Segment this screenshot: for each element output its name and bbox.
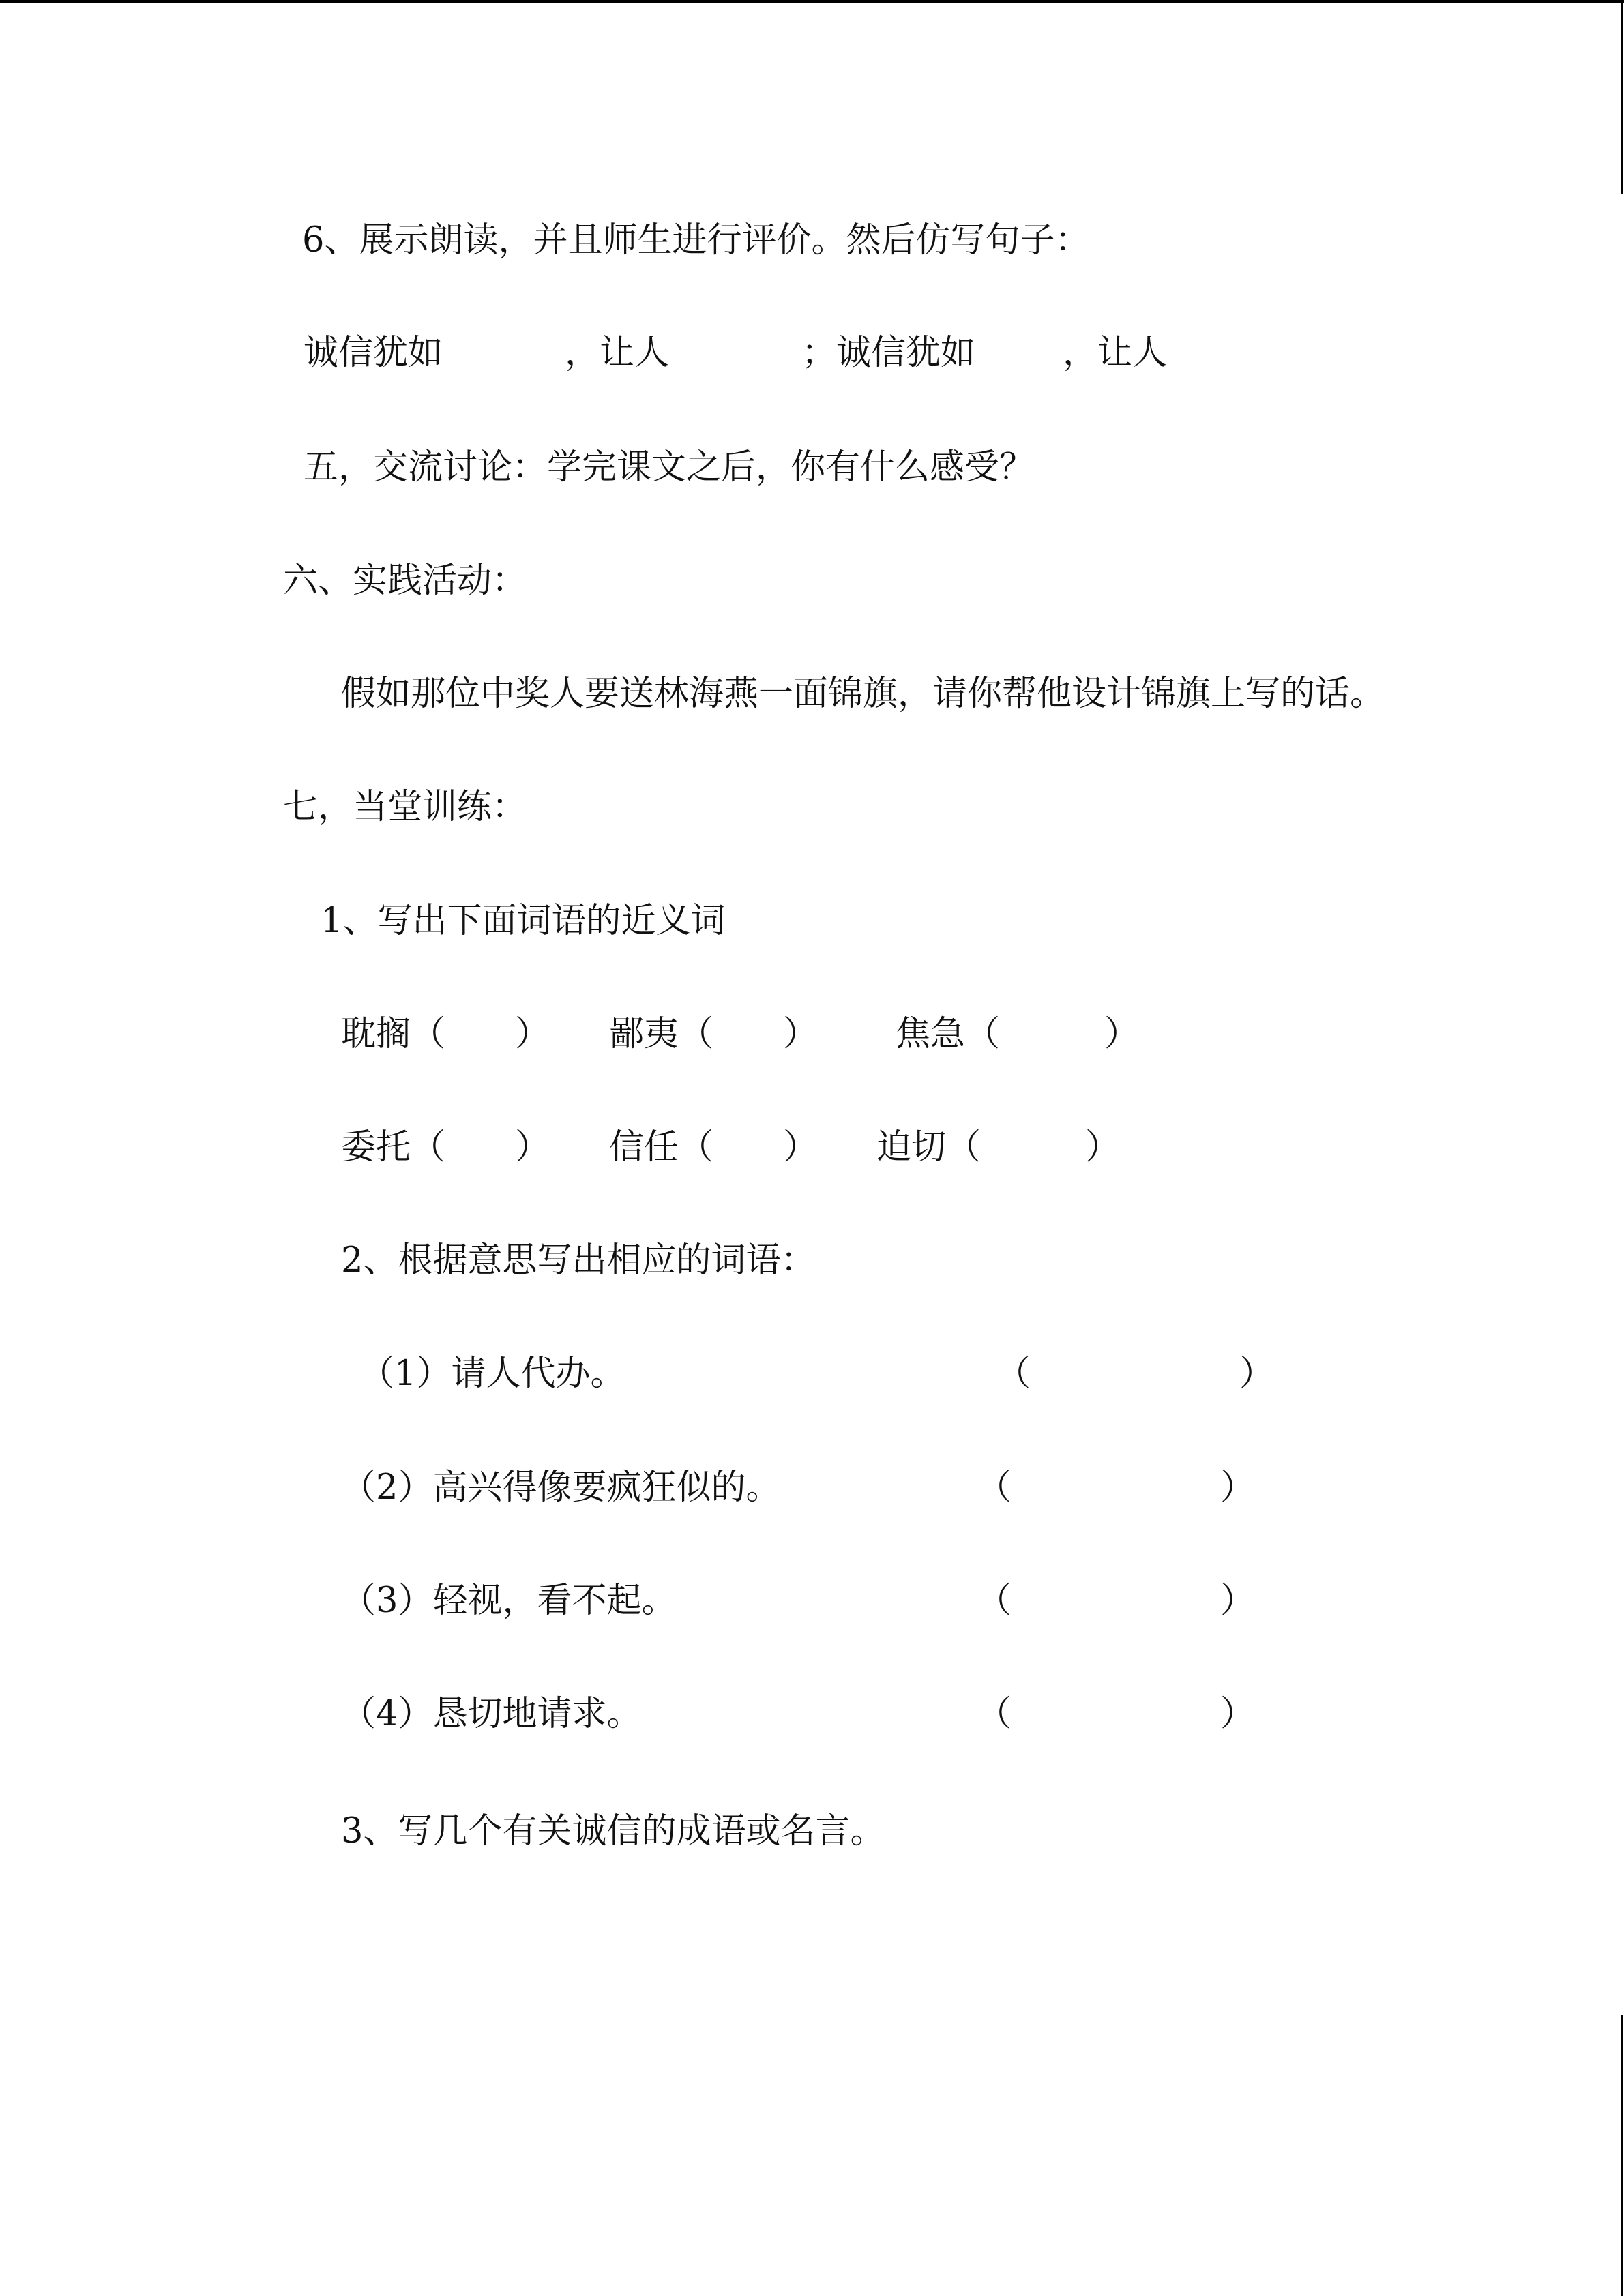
q1-word-biyi: 鄙夷（ ） xyxy=(609,1014,818,1054)
step6-instruction: 6、展示朗读，并且师生进行评价。然后仿写句子： xyxy=(302,220,1090,260)
q2-item-1-blank: （ ） xyxy=(996,1354,1275,1394)
q1-word-danggei: 耽搁（ ） xyxy=(341,1014,550,1054)
imitation-sentence-part1: 诚信犹如 xyxy=(304,333,443,373)
q2-item-3-blank: （ ） xyxy=(977,1581,1256,1621)
q2-item-2-text: （2）高兴得像要疯狂似的。 xyxy=(341,1467,781,1508)
imitation-sentence-part2: ，让人 xyxy=(565,333,670,373)
q2-item-3-text: （3）轻视，看不起。 xyxy=(341,1581,677,1621)
q1-word-poqie: 迫切（ ） xyxy=(876,1127,1121,1167)
page-right-border-upper xyxy=(1621,0,1623,194)
page-right-border-lower xyxy=(1621,2015,1623,2296)
q2-item-2-blank: （ ） xyxy=(977,1467,1256,1508)
q3-title: 3、写几个有关诚信的成语或名言。 xyxy=(341,1811,885,1851)
q2-item-4-text: （4）恳切地请求。 xyxy=(341,1694,642,1734)
q1-word-jiaoji: 焦急（ ） xyxy=(896,1014,1140,1054)
section-six-task: 假如那位中奖人要送林海燕一面锦旗，请你帮他设计锦旗上写的话。 xyxy=(341,674,1385,714)
q1-word-xinren: 信任（ ） xyxy=(609,1127,818,1167)
imitation-sentence-part4: ，让人 xyxy=(1063,333,1168,373)
q2-item-4-blank: （ ） xyxy=(977,1694,1256,1734)
imitation-sentence-part3: ；诚信犹如 xyxy=(801,333,976,373)
q1-word-weituo: 委托（ ） xyxy=(341,1127,550,1167)
page-top-border xyxy=(0,0,1624,3)
q2-item-1-text: （1）请人代办。 xyxy=(359,1354,625,1394)
q1-title: 1、写出下面词语的近义词 xyxy=(321,901,726,941)
q2-title: 2、根据意思写出相应的词语： xyxy=(341,1240,816,1281)
section-six-heading: 六、实践活动： xyxy=(283,561,527,601)
section-seven-heading: 七，当堂训练： xyxy=(283,787,527,827)
section-five-heading: 五，交流讨论：学完课文之后，你有什么感受？ xyxy=(304,447,1035,488)
